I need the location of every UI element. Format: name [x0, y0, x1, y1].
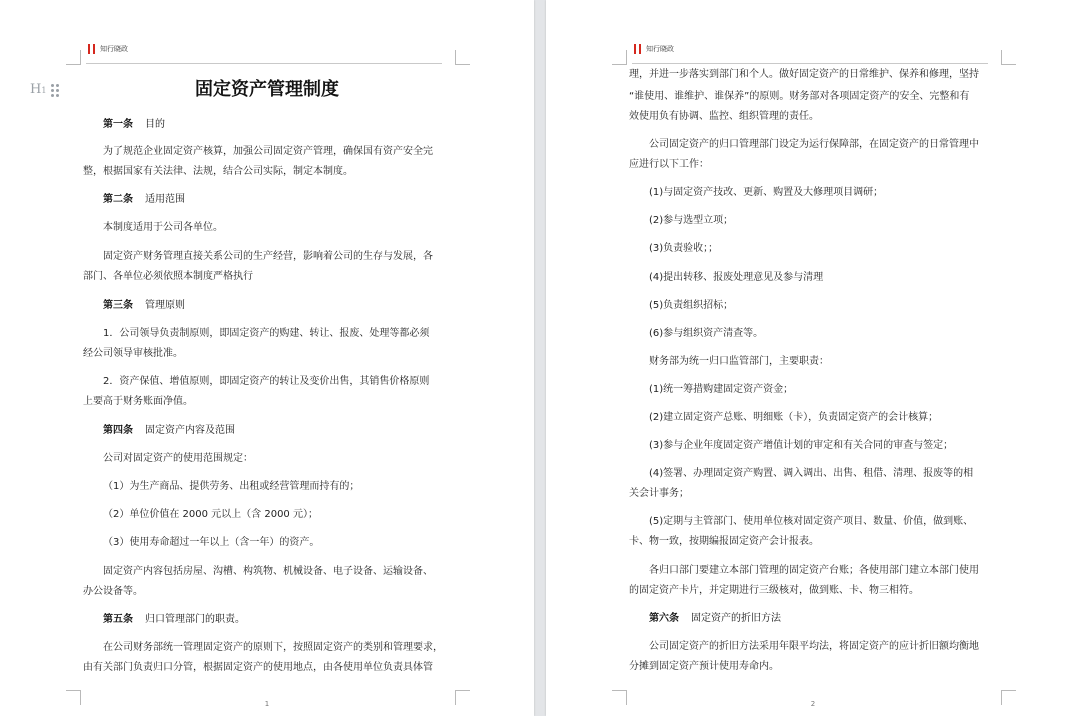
text-line[interactable]: 公司固定资产的归口管理部门设定为运行保障部，在固定资产的日常管理中 [649, 139, 979, 150]
text-line[interactable]: （3）使用寿命超过一年以上（含一年）的资产。 [103, 537, 320, 548]
article-number: 第五条 [103, 614, 133, 625]
document-title[interactable]: 固定资产管理制度 [195, 79, 339, 100]
header-text: 知行晓政 [646, 45, 674, 53]
document-page-1 [0, 0, 534, 716]
page-number: 1 [264, 700, 270, 708]
article-heading[interactable] [83, 193, 481, 207]
document-page-2 [546, 0, 1080, 716]
article-number: 第四条 [103, 425, 133, 436]
text-line[interactable]: 本制度适用于公司各单位。 [103, 222, 223, 233]
text-line[interactable]: 为了规范企业固定资产核算，加强公司固定资产管理，确保国有资产安全完 [103, 146, 433, 157]
text-line[interactable]: (2)参与选型立项； [649, 215, 734, 226]
margin-corner-top-right [1001, 50, 1016, 65]
article-heading[interactable] [83, 118, 481, 132]
page-header [86, 41, 442, 64]
text-line[interactable]: 各归口部门要建立本部门管理的固定资产台账；各使用部门建立本部门使用 [649, 565, 979, 576]
text-line[interactable]: 的固定资产卡片，并定期进行三级核对，做到账、卡、物三相符。 [629, 585, 919, 596]
article-heading[interactable] [629, 612, 1027, 626]
header-logo-icon [88, 44, 98, 54]
margin-corner-top-right [455, 50, 470, 65]
article-number: 第一条 [103, 119, 133, 130]
text-line[interactable]: 办公设备等。 [83, 586, 143, 597]
text-line[interactable]: 效使用负有协调、监控、组织管理的责任。 [629, 111, 819, 122]
text-line[interactable]: （2）单位价值在 2000 元以上（含 2000 元）； [103, 509, 318, 520]
article-title: 目的 [145, 119, 165, 130]
margin-corner-top-left [612, 50, 627, 65]
article-title: 固定资产内容及范围 [145, 425, 235, 436]
text-line[interactable]: 理，并进一步落实到部门和个人。做好固定资产的日常维护、保养和修理，坚持 [629, 69, 979, 80]
article-title: 适用范围 [145, 194, 185, 205]
text-line[interactable]: 固定资产内容包括房屋、沟槽、构筑物、机械设备、电子设备、运输设备、 [103, 566, 433, 577]
text-line[interactable]: (1)统一筹措购建固定资产资金； [649, 384, 794, 395]
text-line[interactable]: 关会计事务； [629, 488, 689, 499]
text-line[interactable]: （1）为生产商品、提供劳务、出租或经营管理而持有的； [103, 481, 360, 492]
article-title: 固定资产的折旧方法 [691, 613, 781, 624]
text-line[interactable]: 经公司领导审核批准。 [83, 348, 183, 359]
text-line[interactable]: 公司对固定资产的使用范围规定： [103, 453, 253, 464]
text-line[interactable]: (4)签署、办理固定资产购置、调入调出、出售、租借、清理、报废等的相 [649, 468, 974, 479]
text-line[interactable]: 固定资产财务管理直接关系公司的生产经营，影响着公司的生存与发展，各 [103, 251, 433, 262]
text-line[interactable]: (2)建立固定资产总账、明细账（卡），负责固定资产的会计核算； [649, 412, 939, 423]
article-number: 第三条 [103, 300, 133, 311]
article-number: 第二条 [103, 194, 133, 205]
header-text: 知行晓政 [100, 45, 128, 53]
text-line[interactable]: “谁使用、谁维护、谁保养”的原则。财务部对各项固定资产的安全、完整和有 [629, 91, 970, 102]
article-heading[interactable] [83, 299, 481, 313]
text-line[interactable]: (3)负责验收；； [649, 243, 719, 254]
article-title: 管理原则 [145, 300, 185, 311]
text-line[interactable]: 上要高于财务账面净值。 [83, 396, 193, 407]
article-heading[interactable] [83, 424, 481, 438]
page-header [632, 41, 988, 64]
text-line[interactable]: 卡、物一致，按期编报固定资产会计报表。 [629, 536, 819, 547]
article-heading[interactable] [83, 613, 481, 627]
text-line[interactable]: 部门、各单位必须依照本制度严格执行 [83, 271, 253, 282]
page-number: 2 [810, 700, 816, 708]
text-line[interactable]: (6)参与组织资产清查等。 [649, 328, 764, 339]
text-line[interactable]: 整，根据国家有关法律、法规，结合公司实际，制定本制度。 [83, 166, 353, 177]
article-title: 归口管理部门的职责。 [145, 614, 245, 625]
text-line[interactable]: (1)与固定资产技改、更新、购置及大修理项目调研； [649, 187, 884, 198]
text-line[interactable]: 2．资产保值、增值原则，即固定资产的转让及变价出售，其销售价格原则 [103, 376, 430, 387]
text-line[interactable]: (3)参与企业年度固定资产增值计划的审定和有关合同的审查与签定； [649, 440, 954, 451]
margin-corner-top-left [66, 50, 81, 65]
text-line[interactable]: 由有关部门负责归口分管，根据固定资产的使用地点，由各使用单位负责具体管 [83, 662, 433, 673]
heading-h1-icon[interactable]: H1 [30, 82, 47, 97]
text-line[interactable]: (4)提出转移、报废处理意见及参与清理 [649, 272, 824, 283]
article-number: 第六条 [649, 613, 679, 624]
text-line[interactable]: 1．公司领导负责制原则，即固定资产的购建、转让、报废、处理等都必须 [103, 328, 430, 339]
text-line[interactable]: 分摊到固定资产预计使用寿命内。 [629, 661, 779, 672]
text-line[interactable]: 财务部为统一归口监管部门，主要职责： [649, 356, 829, 367]
text-line[interactable]: 应进行以下工作： [629, 159, 709, 170]
text-line[interactable]: (5)定期与主管部门、使用单位核对固定资产项目、数量、价值，做到账、 [649, 516, 974, 527]
header-logo-icon [634, 44, 644, 54]
text-line[interactable]: 在公司财务部统一管理固定资产的原则下，按照固定资产的类别和管理要求， [103, 642, 443, 653]
text-line[interactable]: 公司固定资产的折旧方法采用年限平均法，将固定资产的应计折旧额均衡地 [649, 641, 979, 652]
text-line[interactable]: (5)负责组织招标； [649, 300, 734, 311]
